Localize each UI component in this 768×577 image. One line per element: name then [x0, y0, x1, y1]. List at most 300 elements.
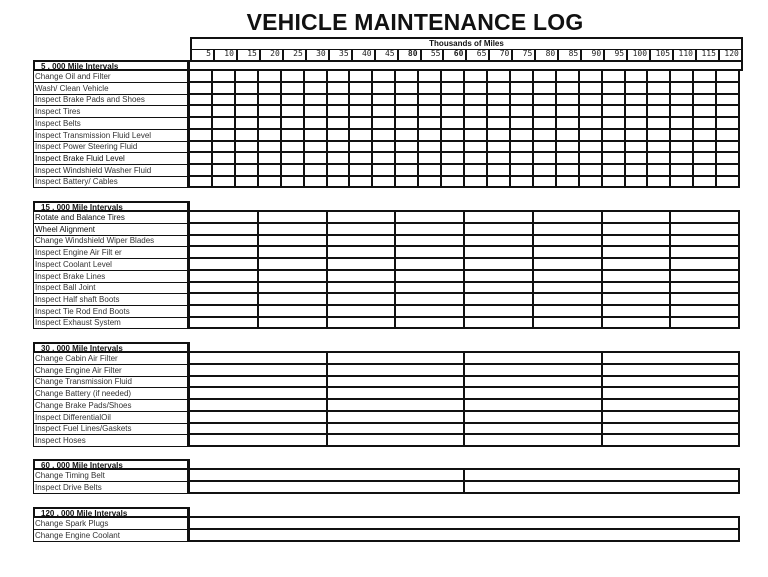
- log-checkbox-cell[interactable]: [578, 106, 601, 116]
- log-checkbox-cell[interactable]: [692, 165, 715, 175]
- log-checkbox-cell[interactable]: [601, 141, 624, 151]
- log-checkbox-cell[interactable]: [532, 118, 555, 128]
- log-checkbox-cell[interactable]: [601, 176, 624, 186]
- log-checkbox-cell[interactable]: [190, 530, 738, 540]
- log-checkbox-cell[interactable]: [509, 176, 532, 186]
- log-checkbox-cell[interactable]: [486, 165, 509, 175]
- log-checkbox-cell[interactable]: [532, 224, 601, 234]
- log-checkbox-cell[interactable]: [348, 153, 371, 163]
- log-checkbox-cell[interactable]: [190, 165, 211, 175]
- log-checkbox-cell[interactable]: [715, 130, 738, 140]
- log-checkbox-cell[interactable]: [578, 153, 601, 163]
- log-checkbox-cell[interactable]: [601, 271, 670, 281]
- log-checkbox-cell[interactable]: [463, 294, 532, 304]
- log-checkbox-cell[interactable]: [532, 212, 601, 222]
- log-checkbox-cell[interactable]: [257, 83, 280, 93]
- log-checkbox-cell[interactable]: [555, 130, 578, 140]
- log-checkbox-cell[interactable]: [463, 365, 601, 375]
- log-checkbox-cell[interactable]: [532, 130, 555, 140]
- log-checkbox-cell[interactable]: [211, 106, 234, 116]
- log-checkbox-cell[interactable]: [303, 106, 326, 116]
- log-checkbox-cell[interactable]: [371, 176, 394, 186]
- log-checkbox-cell[interactable]: [257, 282, 326, 292]
- log-checkbox-cell[interactable]: [417, 153, 440, 163]
- log-checkbox-cell[interactable]: [326, 317, 395, 327]
- log-checkbox-cell[interactable]: [486, 106, 509, 116]
- log-checkbox-cell[interactable]: [257, 306, 326, 316]
- log-checkbox-cell[interactable]: [509, 153, 532, 163]
- log-checkbox-cell[interactable]: [692, 83, 715, 93]
- log-checkbox-cell[interactable]: [532, 165, 555, 175]
- log-checkbox-cell[interactable]: [303, 153, 326, 163]
- log-checkbox-cell[interactable]: [486, 94, 509, 104]
- log-checkbox-cell[interactable]: [348, 130, 371, 140]
- log-checkbox-cell[interactable]: [326, 141, 349, 151]
- log-checkbox-cell[interactable]: [463, 470, 738, 480]
- log-checkbox-cell[interactable]: [555, 94, 578, 104]
- log-checkbox-cell[interactable]: [463, 306, 532, 316]
- log-checkbox-cell[interactable]: [715, 71, 738, 81]
- log-checkbox-cell[interactable]: [646, 165, 669, 175]
- log-checkbox-cell[interactable]: [257, 294, 326, 304]
- log-checkbox-cell[interactable]: [646, 118, 669, 128]
- log-checkbox-cell[interactable]: [669, 94, 692, 104]
- log-checkbox-cell[interactable]: [303, 165, 326, 175]
- log-checkbox-cell[interactable]: [669, 306, 738, 316]
- log-checkbox-cell[interactable]: [190, 235, 257, 245]
- log-checkbox-cell[interactable]: [326, 71, 349, 81]
- log-checkbox-cell[interactable]: [463, 247, 532, 257]
- log-checkbox-cell[interactable]: [348, 83, 371, 93]
- log-checkbox-cell[interactable]: [326, 365, 464, 375]
- log-checkbox-cell[interactable]: [348, 165, 371, 175]
- log-checkbox-cell[interactable]: [326, 83, 349, 93]
- log-checkbox-cell[interactable]: [326, 423, 464, 433]
- log-checkbox-cell[interactable]: [669, 224, 738, 234]
- log-checkbox-cell[interactable]: [463, 259, 532, 269]
- log-checkbox-cell[interactable]: [348, 106, 371, 116]
- log-checkbox-cell[interactable]: [601, 212, 670, 222]
- log-checkbox-cell[interactable]: [190, 212, 257, 222]
- log-checkbox-cell[interactable]: [394, 224, 463, 234]
- log-checkbox-cell[interactable]: [715, 141, 738, 151]
- log-checkbox-cell[interactable]: [624, 130, 647, 140]
- log-checkbox-cell[interactable]: [348, 118, 371, 128]
- log-checkbox-cell[interactable]: [463, 212, 532, 222]
- log-checkbox-cell[interactable]: [463, 106, 486, 116]
- log-checkbox-cell[interactable]: [303, 141, 326, 151]
- log-checkbox-cell[interactable]: [234, 176, 257, 186]
- log-checkbox-cell[interactable]: [190, 153, 211, 163]
- log-checkbox-cell[interactable]: [211, 130, 234, 140]
- log-checkbox-cell[interactable]: [646, 106, 669, 116]
- log-checkbox-cell[interactable]: [624, 153, 647, 163]
- log-checkbox-cell[interactable]: [440, 106, 463, 116]
- log-checkbox-cell[interactable]: [646, 83, 669, 93]
- log-checkbox-cell[interactable]: [669, 271, 738, 281]
- log-checkbox-cell[interactable]: [371, 153, 394, 163]
- log-checkbox-cell[interactable]: [280, 94, 303, 104]
- log-checkbox-cell[interactable]: [486, 71, 509, 81]
- log-checkbox-cell[interactable]: [532, 294, 601, 304]
- log-checkbox-cell[interactable]: [234, 153, 257, 163]
- log-checkbox-cell[interactable]: [578, 130, 601, 140]
- log-checkbox-cell[interactable]: [601, 376, 739, 386]
- log-checkbox-cell[interactable]: [463, 317, 532, 327]
- log-checkbox-cell[interactable]: [190, 176, 211, 186]
- log-checkbox-cell[interactable]: [669, 176, 692, 186]
- log-checkbox-cell[interactable]: [601, 247, 670, 257]
- log-checkbox-cell[interactable]: [463, 400, 601, 410]
- log-checkbox-cell[interactable]: [394, 212, 463, 222]
- log-checkbox-cell[interactable]: [578, 94, 601, 104]
- log-checkbox-cell[interactable]: [715, 94, 738, 104]
- log-checkbox-cell[interactable]: [394, 235, 463, 245]
- log-checkbox-cell[interactable]: [601, 106, 624, 116]
- log-checkbox-cell[interactable]: [417, 71, 440, 81]
- log-checkbox-cell[interactable]: [669, 165, 692, 175]
- log-checkbox-cell[interactable]: [692, 94, 715, 104]
- log-checkbox-cell[interactable]: [190, 306, 257, 316]
- log-checkbox-cell[interactable]: [394, 94, 417, 104]
- log-checkbox-cell[interactable]: [509, 71, 532, 81]
- log-checkbox-cell[interactable]: [532, 317, 601, 327]
- log-checkbox-cell[interactable]: [417, 130, 440, 140]
- log-checkbox-cell[interactable]: [440, 165, 463, 175]
- log-checkbox-cell[interactable]: [190, 423, 326, 433]
- log-checkbox-cell[interactable]: [715, 176, 738, 186]
- log-checkbox-cell[interactable]: [211, 118, 234, 128]
- log-checkbox-cell[interactable]: [234, 94, 257, 104]
- log-checkbox-cell[interactable]: [532, 247, 601, 257]
- log-checkbox-cell[interactable]: [669, 282, 738, 292]
- log-checkbox-cell[interactable]: [669, 235, 738, 245]
- log-checkbox-cell[interactable]: [190, 518, 738, 528]
- log-checkbox-cell[interactable]: [555, 165, 578, 175]
- log-checkbox-cell[interactable]: [509, 141, 532, 151]
- log-checkbox-cell[interactable]: [280, 106, 303, 116]
- log-checkbox-cell[interactable]: [509, 83, 532, 93]
- log-checkbox-cell[interactable]: [371, 71, 394, 81]
- log-checkbox-cell[interactable]: [190, 317, 257, 327]
- log-checkbox-cell[interactable]: [280, 83, 303, 93]
- log-checkbox-cell[interactable]: [669, 141, 692, 151]
- log-checkbox-cell[interactable]: [234, 106, 257, 116]
- log-checkbox-cell[interactable]: [440, 141, 463, 151]
- log-checkbox-cell[interactable]: [303, 176, 326, 186]
- log-checkbox-cell[interactable]: [280, 130, 303, 140]
- log-checkbox-cell[interactable]: [211, 71, 234, 81]
- log-checkbox-cell[interactable]: [532, 71, 555, 81]
- log-checkbox-cell[interactable]: [211, 153, 234, 163]
- log-checkbox-cell[interactable]: [190, 118, 211, 128]
- log-checkbox-cell[interactable]: [257, 106, 280, 116]
- log-checkbox-cell[interactable]: [371, 106, 394, 116]
- log-checkbox-cell[interactable]: [440, 153, 463, 163]
- log-checkbox-cell[interactable]: [578, 83, 601, 93]
- log-checkbox-cell[interactable]: [371, 94, 394, 104]
- log-checkbox-cell[interactable]: [326, 130, 349, 140]
- log-checkbox-cell[interactable]: [394, 247, 463, 257]
- log-checkbox-cell[interactable]: [280, 176, 303, 186]
- log-checkbox-cell[interactable]: [578, 165, 601, 175]
- log-checkbox-cell[interactable]: [532, 235, 601, 245]
- log-checkbox-cell[interactable]: [532, 106, 555, 116]
- log-checkbox-cell[interactable]: [326, 282, 395, 292]
- log-checkbox-cell[interactable]: [624, 141, 647, 151]
- log-checkbox-cell[interactable]: [303, 71, 326, 81]
- log-checkbox-cell[interactable]: [555, 153, 578, 163]
- log-checkbox-cell[interactable]: [371, 83, 394, 93]
- log-checkbox-cell[interactable]: [601, 224, 670, 234]
- log-checkbox-cell[interactable]: [669, 118, 692, 128]
- log-checkbox-cell[interactable]: [440, 118, 463, 128]
- log-checkbox-cell[interactable]: [601, 94, 624, 104]
- log-checkbox-cell[interactable]: [669, 247, 738, 257]
- log-checkbox-cell[interactable]: [280, 71, 303, 81]
- log-checkbox-cell[interactable]: [555, 106, 578, 116]
- log-checkbox-cell[interactable]: [601, 388, 739, 398]
- log-checkbox-cell[interactable]: [669, 83, 692, 93]
- log-checkbox-cell[interactable]: [532, 306, 601, 316]
- log-checkbox-cell[interactable]: [326, 271, 395, 281]
- log-checkbox-cell[interactable]: [348, 141, 371, 151]
- log-checkbox-cell[interactable]: [211, 94, 234, 104]
- log-checkbox-cell[interactable]: [371, 130, 394, 140]
- log-checkbox-cell[interactable]: [394, 271, 463, 281]
- log-checkbox-cell[interactable]: [417, 118, 440, 128]
- log-checkbox-cell[interactable]: [257, 224, 326, 234]
- log-checkbox-cell[interactable]: [417, 94, 440, 104]
- log-checkbox-cell[interactable]: [394, 83, 417, 93]
- log-checkbox-cell[interactable]: [486, 118, 509, 128]
- log-checkbox-cell[interactable]: [646, 94, 669, 104]
- log-checkbox-cell[interactable]: [394, 282, 463, 292]
- log-checkbox-cell[interactable]: [190, 388, 326, 398]
- log-checkbox-cell[interactable]: [692, 153, 715, 163]
- log-checkbox-cell[interactable]: [601, 400, 739, 410]
- log-checkbox-cell[interactable]: [394, 306, 463, 316]
- log-checkbox-cell[interactable]: [190, 400, 326, 410]
- log-checkbox-cell[interactable]: [669, 106, 692, 116]
- log-checkbox-cell[interactable]: [190, 482, 463, 492]
- log-checkbox-cell[interactable]: [394, 118, 417, 128]
- log-checkbox-cell[interactable]: [624, 118, 647, 128]
- log-checkbox-cell[interactable]: [646, 130, 669, 140]
- log-checkbox-cell[interactable]: [417, 83, 440, 93]
- log-checkbox-cell[interactable]: [371, 118, 394, 128]
- log-checkbox-cell[interactable]: [463, 130, 486, 140]
- log-checkbox-cell[interactable]: [257, 118, 280, 128]
- log-checkbox-cell[interactable]: [190, 259, 257, 269]
- log-checkbox-cell[interactable]: [463, 71, 486, 81]
- log-checkbox-cell[interactable]: [463, 353, 601, 363]
- log-checkbox-cell[interactable]: [257, 212, 326, 222]
- log-checkbox-cell[interactable]: [190, 271, 257, 281]
- log-checkbox-cell[interactable]: [578, 176, 601, 186]
- log-checkbox-cell[interactable]: [601, 235, 670, 245]
- log-checkbox-cell[interactable]: [463, 165, 486, 175]
- log-checkbox-cell[interactable]: [394, 71, 417, 81]
- log-checkbox-cell[interactable]: [646, 71, 669, 81]
- log-checkbox-cell[interactable]: [190, 412, 326, 422]
- log-checkbox-cell[interactable]: [234, 71, 257, 81]
- log-checkbox-cell[interactable]: [190, 294, 257, 304]
- log-checkbox-cell[interactable]: [601, 294, 670, 304]
- log-checkbox-cell[interactable]: [463, 118, 486, 128]
- log-checkbox-cell[interactable]: [601, 423, 739, 433]
- log-checkbox-cell[interactable]: [486, 153, 509, 163]
- log-checkbox-cell[interactable]: [440, 83, 463, 93]
- log-checkbox-cell[interactable]: [394, 141, 417, 151]
- log-checkbox-cell[interactable]: [624, 71, 647, 81]
- log-checkbox-cell[interactable]: [509, 106, 532, 116]
- log-checkbox-cell[interactable]: [509, 165, 532, 175]
- log-checkbox-cell[interactable]: [715, 83, 738, 93]
- log-checkbox-cell[interactable]: [257, 271, 326, 281]
- log-checkbox-cell[interactable]: [257, 165, 280, 175]
- log-checkbox-cell[interactable]: [234, 118, 257, 128]
- log-checkbox-cell[interactable]: [394, 176, 417, 186]
- log-checkbox-cell[interactable]: [190, 365, 326, 375]
- log-checkbox-cell[interactable]: [463, 376, 601, 386]
- log-checkbox-cell[interactable]: [509, 130, 532, 140]
- log-checkbox-cell[interactable]: [578, 141, 601, 151]
- log-checkbox-cell[interactable]: [715, 106, 738, 116]
- log-checkbox-cell[interactable]: [234, 165, 257, 175]
- log-checkbox-cell[interactable]: [532, 141, 555, 151]
- log-checkbox-cell[interactable]: [463, 423, 601, 433]
- log-checkbox-cell[interactable]: [601, 435, 739, 445]
- log-checkbox-cell[interactable]: [692, 71, 715, 81]
- log-checkbox-cell[interactable]: [669, 130, 692, 140]
- log-checkbox-cell[interactable]: [257, 94, 280, 104]
- log-checkbox-cell[interactable]: [715, 165, 738, 175]
- log-checkbox-cell[interactable]: [303, 94, 326, 104]
- log-checkbox-cell[interactable]: [692, 130, 715, 140]
- log-checkbox-cell[interactable]: [234, 83, 257, 93]
- log-checkbox-cell[interactable]: [601, 282, 670, 292]
- log-checkbox-cell[interactable]: [463, 224, 532, 234]
- log-checkbox-cell[interactable]: [463, 176, 486, 186]
- log-checkbox-cell[interactable]: [669, 71, 692, 81]
- log-checkbox-cell[interactable]: [417, 176, 440, 186]
- log-checkbox-cell[interactable]: [257, 130, 280, 140]
- log-checkbox-cell[interactable]: [326, 435, 464, 445]
- log-checkbox-cell[interactable]: [257, 317, 326, 327]
- log-checkbox-cell[interactable]: [532, 83, 555, 93]
- log-checkbox-cell[interactable]: [326, 353, 464, 363]
- log-checkbox-cell[interactable]: [303, 83, 326, 93]
- log-checkbox-cell[interactable]: [601, 353, 739, 363]
- log-checkbox-cell[interactable]: [280, 153, 303, 163]
- log-checkbox-cell[interactable]: [578, 71, 601, 81]
- log-checkbox-cell[interactable]: [190, 130, 211, 140]
- log-checkbox-cell[interactable]: [692, 118, 715, 128]
- log-checkbox-cell[interactable]: [601, 130, 624, 140]
- log-checkbox-cell[interactable]: [303, 118, 326, 128]
- log-checkbox-cell[interactable]: [440, 176, 463, 186]
- log-checkbox-cell[interactable]: [326, 165, 349, 175]
- log-checkbox-cell[interactable]: [190, 470, 463, 480]
- log-checkbox-cell[interactable]: [257, 153, 280, 163]
- log-checkbox-cell[interactable]: [646, 141, 669, 151]
- log-checkbox-cell[interactable]: [371, 141, 394, 151]
- log-checkbox-cell[interactable]: [326, 376, 464, 386]
- log-checkbox-cell[interactable]: [669, 212, 738, 222]
- log-checkbox-cell[interactable]: [463, 235, 532, 245]
- log-checkbox-cell[interactable]: [190, 376, 326, 386]
- log-checkbox-cell[interactable]: [555, 118, 578, 128]
- log-checkbox-cell[interactable]: [394, 106, 417, 116]
- log-checkbox-cell[interactable]: [257, 259, 326, 269]
- log-checkbox-cell[interactable]: [624, 165, 647, 175]
- log-checkbox-cell[interactable]: [601, 118, 624, 128]
- log-checkbox-cell[interactable]: [190, 71, 211, 81]
- log-checkbox-cell[interactable]: [463, 388, 601, 398]
- log-checkbox-cell[interactable]: [692, 176, 715, 186]
- log-checkbox-cell[interactable]: [463, 482, 738, 492]
- log-checkbox-cell[interactable]: [394, 259, 463, 269]
- log-checkbox-cell[interactable]: [348, 176, 371, 186]
- log-checkbox-cell[interactable]: [463, 141, 486, 151]
- log-checkbox-cell[interactable]: [463, 282, 532, 292]
- log-checkbox-cell[interactable]: [211, 83, 234, 93]
- log-checkbox-cell[interactable]: [326, 176, 349, 186]
- log-checkbox-cell[interactable]: [303, 130, 326, 140]
- log-checkbox-cell[interactable]: [394, 165, 417, 175]
- log-checkbox-cell[interactable]: [326, 388, 464, 398]
- log-checkbox-cell[interactable]: [463, 94, 486, 104]
- log-checkbox-cell[interactable]: [463, 412, 601, 422]
- log-checkbox-cell[interactable]: [555, 83, 578, 93]
- log-checkbox-cell[interactable]: [394, 153, 417, 163]
- log-checkbox-cell[interactable]: [532, 94, 555, 104]
- log-checkbox-cell[interactable]: [371, 165, 394, 175]
- log-checkbox-cell[interactable]: [463, 153, 486, 163]
- log-checkbox-cell[interactable]: [669, 294, 738, 304]
- log-checkbox-cell[interactable]: [326, 259, 395, 269]
- log-checkbox-cell[interactable]: [280, 165, 303, 175]
- log-checkbox-cell[interactable]: [190, 353, 326, 363]
- log-checkbox-cell[interactable]: [211, 176, 234, 186]
- log-checkbox-cell[interactable]: [601, 317, 670, 327]
- log-checkbox-cell[interactable]: [394, 130, 417, 140]
- log-checkbox-cell[interactable]: [257, 176, 280, 186]
- log-checkbox-cell[interactable]: [646, 176, 669, 186]
- log-checkbox-cell[interactable]: [190, 94, 211, 104]
- log-checkbox-cell[interactable]: [624, 106, 647, 116]
- log-checkbox-cell[interactable]: [509, 118, 532, 128]
- log-checkbox-cell[interactable]: [624, 94, 647, 104]
- log-checkbox-cell[interactable]: [715, 118, 738, 128]
- log-checkbox-cell[interactable]: [326, 247, 395, 257]
- log-checkbox-cell[interactable]: [532, 282, 601, 292]
- log-checkbox-cell[interactable]: [601, 153, 624, 163]
- log-checkbox-cell[interactable]: [257, 71, 280, 81]
- log-checkbox-cell[interactable]: [326, 235, 395, 245]
- log-checkbox-cell[interactable]: [555, 176, 578, 186]
- log-checkbox-cell[interactable]: [486, 130, 509, 140]
- log-checkbox-cell[interactable]: [394, 317, 463, 327]
- log-checkbox-cell[interactable]: [532, 271, 601, 281]
- log-checkbox-cell[interactable]: [486, 83, 509, 93]
- log-checkbox-cell[interactable]: [486, 176, 509, 186]
- log-checkbox-cell[interactable]: [601, 412, 739, 422]
- log-checkbox-cell[interactable]: [326, 118, 349, 128]
- log-checkbox-cell[interactable]: [348, 71, 371, 81]
- log-checkbox-cell[interactable]: [578, 118, 601, 128]
